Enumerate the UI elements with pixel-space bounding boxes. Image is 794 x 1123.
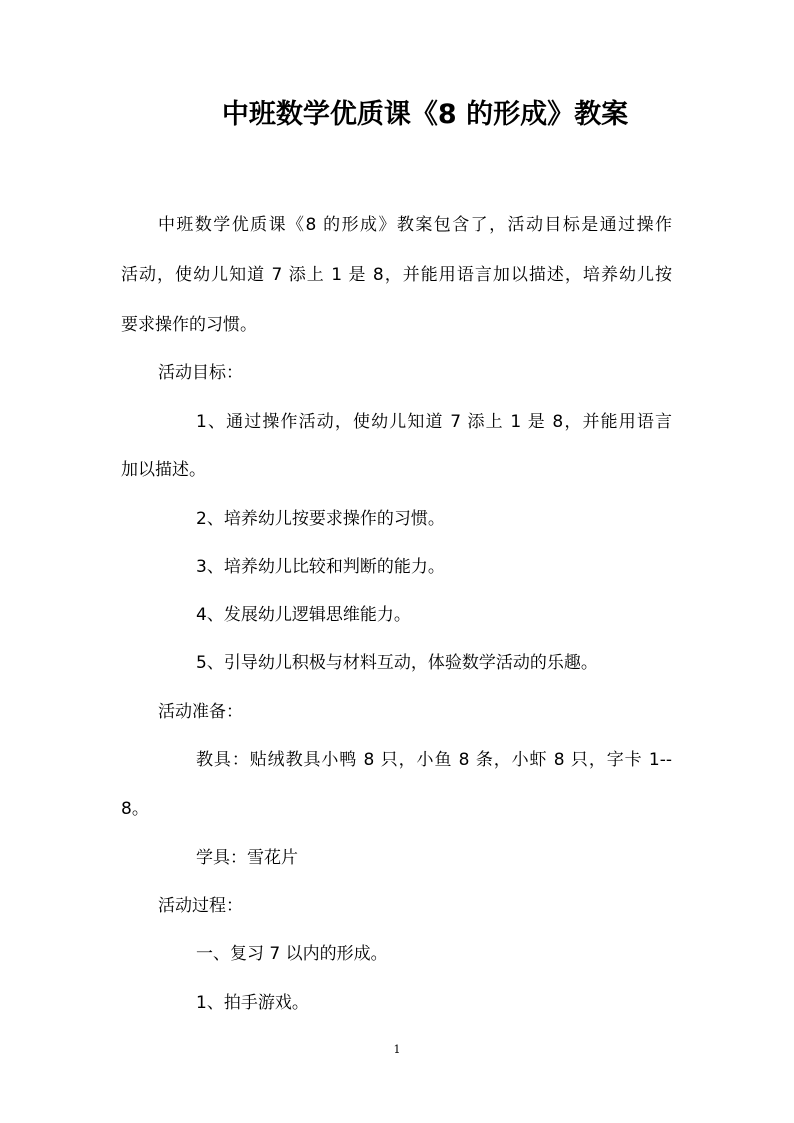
paragraph-line: 活动，使幼儿知道 7 添上 1 是 8，并能用语言加以描述，培养幼儿按 xyxy=(121,265,672,285)
list-item-continuation: 加以描述。 xyxy=(121,460,206,480)
section-heading: 活动准备： xyxy=(158,702,243,722)
paragraph-line: 8。 xyxy=(121,799,149,819)
paragraph-line: 要求操作的习惯。 xyxy=(121,315,257,335)
section-heading: 活动目标： xyxy=(158,363,243,383)
list-item: 5、引导幼儿积极与材料互动，体验数学活动的乐趣。 xyxy=(196,653,598,673)
list-item: 1、拍手游戏。 xyxy=(196,993,309,1013)
list-item: 2、培养幼儿按要求操作的习惯。 xyxy=(196,509,445,529)
section-heading: 活动过程： xyxy=(158,896,243,916)
paragraph-line: 学具：雪花片 xyxy=(196,848,298,868)
list-item: 1、通过操作活动，使幼儿知道 7 添上 1 是 8，并能用语言 xyxy=(196,412,672,432)
list-item: 3、培养幼儿比较和判断的能力。 xyxy=(196,557,445,577)
document-title: 中班数学优质课《8 的形成》教案 xyxy=(221,99,629,130)
paragraph-line: 中班数学优质课《8 的形成》教案包含了，活动目标是通过操作 xyxy=(158,215,672,235)
subsection-heading: 一、复习 7 以内的形成。 xyxy=(196,944,388,964)
paragraph-line: 教具：贴绒教具小鸭 8 只，小鱼 8 条，小虾 8 只，字卡 1-- xyxy=(196,750,672,770)
list-item: 4、发展幼儿逻辑思维能力。 xyxy=(196,605,411,625)
page-number: 1 xyxy=(393,1043,401,1056)
